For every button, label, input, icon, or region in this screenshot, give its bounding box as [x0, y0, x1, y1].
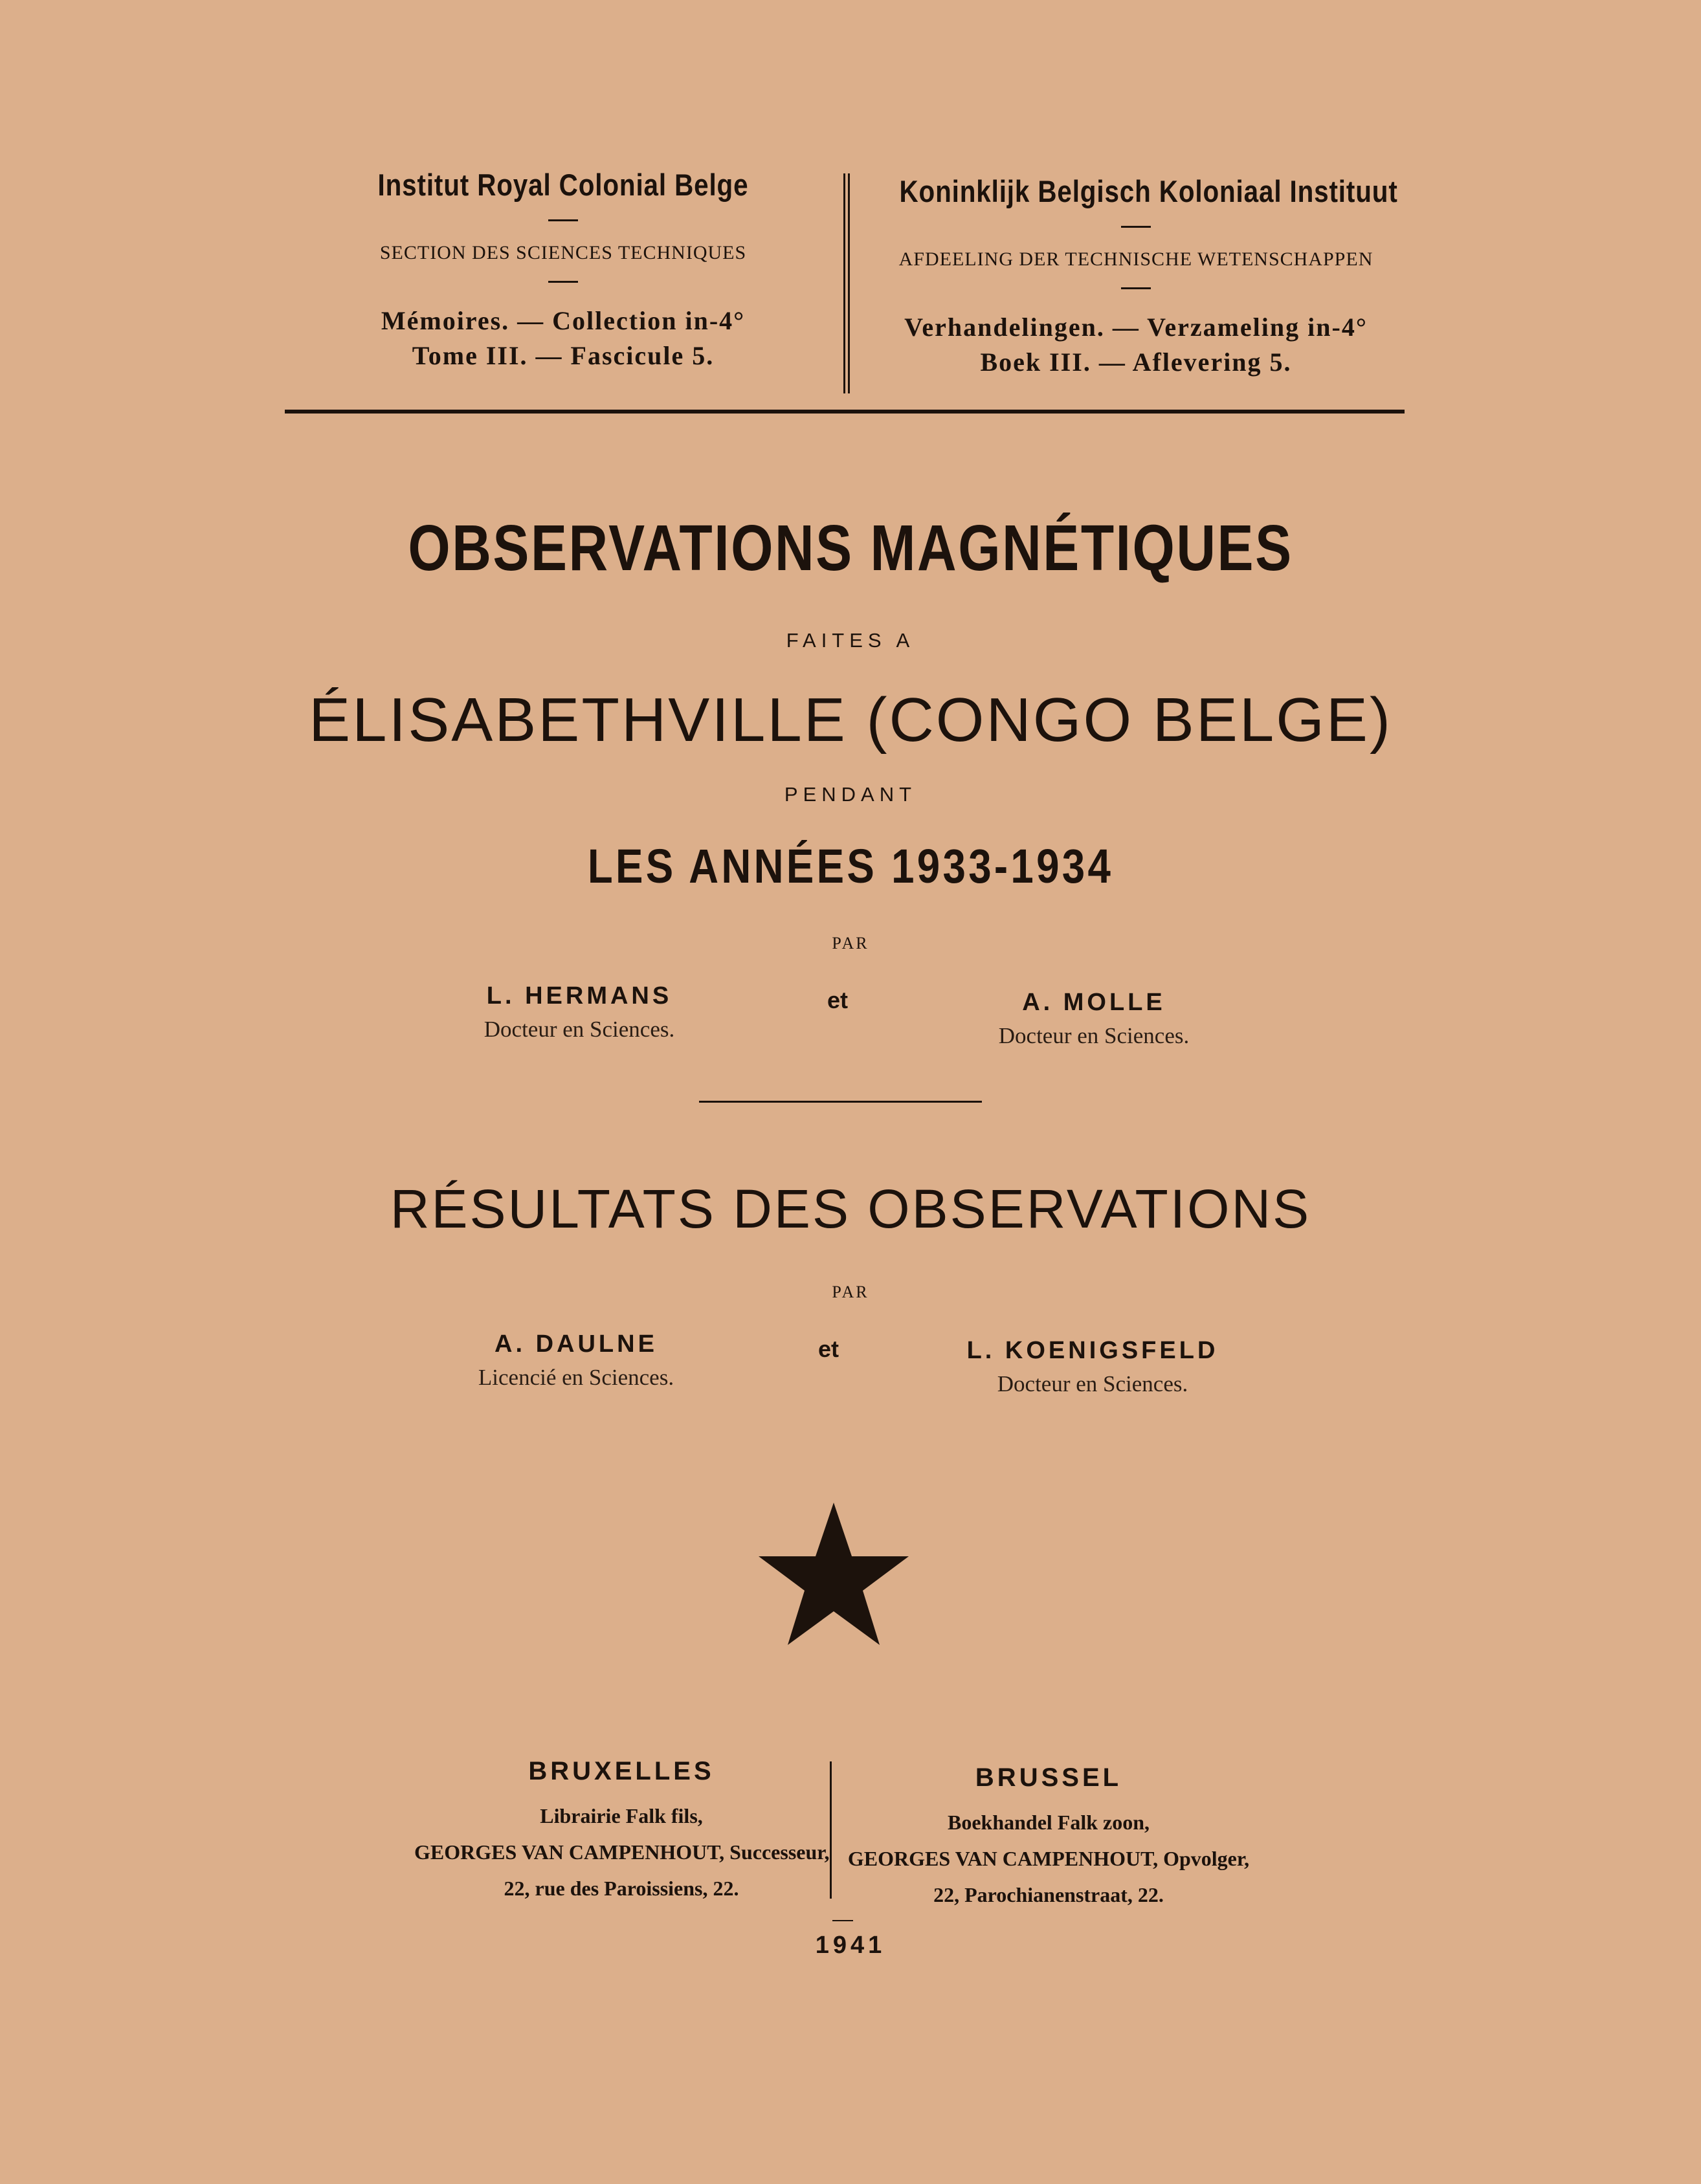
- publisher-owner: GEORGES VAN CAMPENHOUT, Opvolger,: [847, 1847, 1250, 1870]
- header-divider: [843, 173, 850, 393]
- header-dash: [548, 281, 578, 283]
- publisher-city: BRUSSEL: [975, 1763, 1122, 1792]
- publisher-owner: GEORGES VAN CAMPENHOUT, Successeur,: [414, 1840, 830, 1864]
- author-name: A. DAULNE: [495, 1330, 658, 1358]
- publisher-address: 22, rue des Paroissiens, 22.: [504, 1877, 739, 1900]
- results-author-1: [382, 1330, 770, 1391]
- header-dutch: [861, 173, 1411, 380]
- author-degree: Licencié en Sciences.: [478, 1365, 674, 1390]
- institute-name-fr: Institut Royal Colonial Belge: [377, 168, 749, 202]
- header-dash: [548, 219, 578, 221]
- year-dash: [832, 1920, 853, 1921]
- header-rule: [285, 410, 1405, 414]
- par-label: PAR: [832, 934, 869, 953]
- header-french: [304, 167, 822, 373]
- publisher-shop: Librairie Falk fils,: [540, 1804, 703, 1827]
- author-name: L. HERMANS: [486, 982, 673, 1009]
- star-icon: [756, 1500, 911, 1649]
- publisher-city: BRUXELLES: [528, 1757, 715, 1785]
- place-title: ÉLISABETHVILLE (CONGO BELGE): [309, 685, 1392, 755]
- observer-2: [900, 989, 1288, 1049]
- pendant-label: PENDANT: [784, 783, 917, 806]
- series-label-fr: Mémoires. — Collection in-4°: [381, 306, 746, 335]
- publisher-dutch: [841, 1763, 1256, 1913]
- conjunction: et: [818, 1336, 839, 1362]
- section-rule: [699, 1101, 982, 1103]
- header-dash: [1121, 287, 1151, 289]
- header-dash: [1121, 226, 1151, 228]
- faites-label: FAITES A: [786, 629, 915, 652]
- publisher-divider: [830, 1761, 832, 1899]
- publication-year: 1941: [815, 1932, 886, 1959]
- volume-label-fr: Tome III. — Fascicule 5.: [412, 341, 715, 370]
- publisher-address: 22, Parochianenstraat, 22.: [933, 1883, 1164, 1906]
- volume-label-nl: Boek III. — Aflevering 5.: [980, 347, 1292, 377]
- publisher-french: [414, 1757, 828, 1906]
- author-degree: Docteur en Sciences.: [997, 1371, 1188, 1396]
- author-name: A. MOLLE: [1022, 989, 1166, 1016]
- institute-name-nl: Koninklijk Belgisch Koloniaal Instituut: [899, 174, 1398, 208]
- author-degree: Docteur en Sciences.: [998, 1023, 1190, 1048]
- results-title: RÉSULTATS DES OBSERVATIONS: [390, 1178, 1311, 1239]
- conjunction: et: [827, 987, 849, 1013]
- publisher-shop: Boekhandel Falk zoon,: [947, 1811, 1150, 1834]
- author-degree: Docteur en Sciences.: [484, 1017, 675, 1042]
- section-label-fr: SECTION DES SCIENCES TECHNIQUES: [379, 242, 747, 263]
- observer-1: [385, 982, 773, 1042]
- series-label-nl: Verhandelingen. — Verzameling in-4°: [904, 313, 1368, 342]
- par-label: PAR: [832, 1283, 869, 1301]
- years-title: LES ANNÉES 1933-1934: [587, 839, 1114, 893]
- results-author-2: [898, 1337, 1287, 1397]
- author-name: L. KOENIGSFELD: [966, 1337, 1219, 1364]
- section-label-nl: AFDEELING DER TECHNISCHE WETENSCHAPPEN: [898, 248, 1373, 270]
- main-title: OBSERVATIONS MAGNÉTIQUES: [408, 512, 1293, 584]
